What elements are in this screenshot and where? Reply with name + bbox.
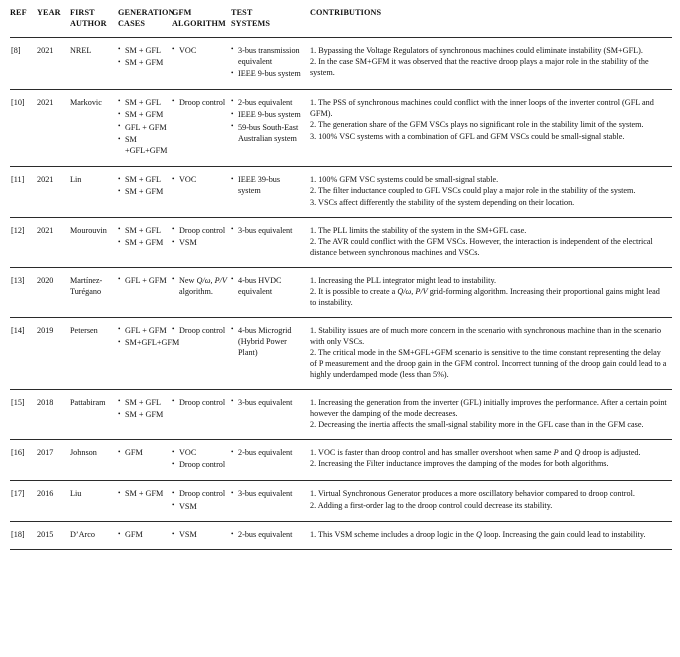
table-row [10, 317, 672, 389]
gfm-algorithm-list [172, 397, 227, 408]
generation-case-item: • SM + GFM [118, 237, 168, 248]
test-system-item: • IEEE 39-bus system [231, 174, 303, 196]
table-row [10, 267, 672, 317]
gfm-algorithm-item: • Droop control [172, 225, 227, 236]
cell-year: 2021 [37, 45, 54, 55]
generation-cases-list [118, 45, 168, 69]
cell-contributions [307, 267, 672, 317]
contribution-item: 1. VOC is faster than droop control and has smaller overshoot when same P and Q droop is adjusted. [310, 447, 641, 457]
generation-cases-list [118, 225, 168, 249]
cell-contributions [307, 166, 672, 217]
cell-gfm-algorithm [172, 37, 231, 89]
generation-case-item: • SM + GFL [118, 174, 168, 185]
cell-test-systems [231, 481, 307, 522]
header-first-author-line2: AUTHOR [70, 18, 107, 28]
test-system-item: • IEEE 9-bus system [231, 109, 303, 120]
cell-test-systems [231, 166, 307, 217]
gfm-algorithm-list [172, 447, 227, 471]
cell-ref: [14] [11, 325, 25, 335]
cell-year: 2021 [37, 97, 54, 107]
cell-test-systems [231, 522, 307, 550]
test-system-item: • 59-bus South-East Australian system [231, 122, 303, 144]
contributions-list [310, 225, 668, 259]
table-row [10, 89, 672, 166]
generation-cases-list [118, 488, 168, 499]
cell-generation-cases [118, 481, 172, 522]
header-generation-cases [118, 8, 175, 37]
test-systems-list [231, 397, 303, 408]
header-year: YEAR [37, 8, 61, 17]
test-system-item: • 3-bus transmission equivalent [231, 45, 303, 67]
test-systems-list [231, 225, 303, 236]
contribution-item: 1. 100% GFM VSC systems could be small-signal stable. [310, 174, 499, 184]
test-systems-list [231, 488, 303, 499]
header-first-author [70, 8, 118, 37]
cell-gfm-algorithm [172, 89, 231, 166]
contribution-item: 1. The PSS of synchronous machines could conflict with the inner loops of the inverter control (GFL and GFM). [310, 97, 654, 118]
gfm-algorithm-item: • New Q/ω, P/V algorithm. [172, 275, 227, 297]
cell-first-author: Liu [70, 489, 82, 498]
generation-cases-list [118, 447, 168, 458]
contribution-item: 2. Adding a first-order lag to the droop control could decrease its stability. [310, 500, 553, 510]
contribution-item: 2. The generation share of the GFM VSCs plays no significant role in the stability limit of the system. [310, 120, 644, 130]
header-first-author-line1: FIRST [70, 8, 95, 17]
cell-ref: [8] [11, 45, 21, 55]
contributions-list [310, 325, 668, 381]
cell-contributions [307, 37, 672, 89]
contribution-item: 1. Increasing the generation from the inverter (GFL) initially improves the performance. After a certain point however the damping of the mode decreases. [310, 397, 667, 418]
cell-contributions [307, 389, 672, 439]
contributions-list [310, 447, 668, 470]
cell-gfm-algorithm [172, 389, 231, 439]
generation-case-item: • GFM [118, 447, 168, 458]
cell-generation-cases [118, 217, 172, 267]
table-body [10, 37, 672, 549]
cell-first-author: Petersen [70, 325, 98, 335]
cell-first-author: Lin [70, 174, 82, 184]
cell-contributions [307, 522, 672, 550]
contribution-item: 1. Stability issues are of much more concern in the scenario with synchronous machine than in the scenario with only VSCs. [310, 325, 662, 346]
cell-test-systems [231, 439, 307, 480]
cell-test-systems [231, 267, 307, 317]
cell-generation-cases [118, 522, 172, 550]
cell-year: 2019 [37, 325, 54, 335]
cell-gfm-algorithm [172, 217, 231, 267]
cell-gfm-algorithm [172, 439, 231, 480]
contribution-item: 1. The PLL limits the stability of the system in the SM+GFL case. [310, 225, 527, 235]
header-contributions: CONTRIBUTIONS [310, 8, 382, 17]
gfm-algorithm-item: • Droop control [172, 397, 227, 408]
cell-generation-cases [118, 37, 172, 89]
table-bottom-rule [10, 549, 672, 550]
gfm-algorithm-list [172, 488, 227, 512]
cell-generation-cases [118, 166, 172, 217]
table-row [10, 522, 672, 550]
gfm-algorithm-list [172, 275, 227, 297]
generation-case-item: • GFL + GFM [118, 122, 168, 133]
cell-year: 2020 [37, 275, 54, 285]
table-row [10, 439, 672, 480]
test-system-item: • 2-bus equivalent [231, 529, 303, 540]
cell-contributions [307, 89, 672, 166]
cell-test-systems [231, 89, 307, 166]
cell-test-systems [231, 317, 307, 389]
cell-year: 2016 [37, 489, 54, 498]
test-system-item: • IEEE 9-bus system [231, 68, 303, 79]
test-systems-list [231, 447, 303, 458]
cell-test-systems [231, 217, 307, 267]
test-system-item: • 3-bus equivalent [231, 488, 303, 499]
cell-gfm-algorithm [172, 522, 231, 550]
generation-cases-list [118, 325, 180, 349]
header-generation-cases-line2: CASES [118, 18, 145, 28]
cell-ref: [12] [11, 225, 25, 235]
gfm-algorithm-list [172, 97, 227, 108]
gfm-algorithm-list [172, 225, 227, 249]
gfm-algorithm-list [172, 45, 227, 56]
gfm-algorithm-item: • VOC [172, 45, 227, 56]
generation-cases-list [118, 174, 168, 198]
cell-first-author: Mourouvin [70, 225, 107, 235]
cell-generation-cases [118, 389, 172, 439]
cell-first-author: Markovic [70, 97, 102, 107]
cell-ref: [13] [11, 275, 25, 285]
header-gfm-algorithm [172, 8, 231, 37]
gfm-algorithm-list [172, 529, 227, 540]
contribution-item: 1. Increasing the PLL integrator might lead to instability. [310, 275, 497, 285]
generation-cases-list [118, 97, 168, 157]
cell-year: 2021 [37, 174, 54, 184]
author-line2: Turégano [70, 286, 102, 296]
cell-ref: [17] [11, 489, 25, 498]
generation-case-item: • SM + GFM [118, 186, 168, 197]
header-ref: REF [10, 8, 27, 17]
cell-generation-cases [118, 267, 172, 317]
gfm-algorithm-item: • VSM [172, 501, 227, 512]
contribution-item: 1. Bypassing the Voltage Regulators of synchronous machines could eliminate instability (SM+GFL). [310, 45, 643, 55]
contribution-item: 3. VSCs affect differently the stability of the system depending on their location. [310, 197, 575, 207]
cell-ref: [11] [11, 174, 25, 184]
table-header [10, 8, 672, 37]
generation-case-item: • SM + GFL [118, 397, 168, 408]
generation-case-item: • SM +GFL+GFM [118, 134, 168, 156]
cell-first-author: D’Arco [70, 530, 96, 540]
generation-case-item: • GFL + GFM [118, 275, 168, 286]
header-gfm-algorithm-line1: GFM [172, 8, 192, 17]
contribution-item: 2. Decreasing the inertia affects the small-signal stability more in the GFL case than in the GFM case. [310, 420, 644, 430]
generation-cases-list [118, 397, 168, 421]
cell-contributions [307, 217, 672, 267]
test-systems-list [231, 97, 303, 144]
cell-ref: [16] [11, 447, 25, 457]
cell-year: 2015 [37, 530, 54, 540]
gfm-algorithm-item: • Droop control [172, 459, 227, 470]
test-systems-list [231, 529, 303, 540]
cell-generation-cases [118, 439, 172, 480]
cell-generation-cases [118, 317, 180, 389]
cell-gfm-algorithm [172, 481, 231, 522]
test-system-item: • 2-bus equivalent [231, 447, 303, 458]
contribution-item: 3. 100% VSC systems with a combination of GFL and GFM VSCs could be small-signal stable. [310, 131, 625, 141]
contributions-list [310, 488, 668, 511]
test-systems-list [231, 325, 303, 358]
generation-case-item: • SM + GFM [118, 57, 168, 68]
gfm-algorithm-item: • VOC [172, 174, 227, 185]
test-systems-list [231, 275, 303, 297]
table-row [10, 217, 672, 267]
generation-case-item: • SM+GFL+GFM [118, 337, 168, 348]
contributions-list [310, 97, 668, 142]
test-system-item: • 4-bus Microgrid (Hybrid Power Plant) [231, 325, 303, 358]
header-test-systems [231, 8, 307, 37]
test-system-item: • 3-bus equivalent [231, 225, 303, 236]
contributions-list [310, 529, 668, 540]
header-generation-cases-line1: GENERATION [118, 8, 175, 17]
cell-contributions [307, 317, 672, 389]
header-test-systems-line1: TEST [231, 8, 253, 17]
contribution-item: 2. The AVR could conflict with the GFM VSCs. However, the interaction is independent of the electrical distance between synchronous machines and VSCs. [310, 237, 653, 258]
header-test-systems-line2: SYSTEMS [231, 18, 271, 28]
contributions-list [310, 275, 668, 309]
cell-first-author [70, 267, 118, 317]
cell-year: 2018 [37, 397, 54, 407]
cell-generation-cases [118, 89, 172, 166]
cell-test-systems [231, 37, 307, 89]
test-system-item: • 2-bus equivalent [231, 97, 303, 108]
cell-year: 2017 [37, 447, 54, 457]
test-system-item: • 4-bus HVDC equivalent [231, 275, 303, 297]
survey-comparison-table [10, 8, 672, 550]
cell-first-author: NREL [70, 45, 92, 55]
gfm-algorithm-item: • Droop control [172, 97, 227, 108]
generation-case-item: • SM + GFL [118, 225, 168, 236]
contribution-item: 1. Virtual Synchronous Generator produces a more oscillatory behavior compared to droop control. [310, 489, 635, 498]
contribution-item: 2. The critical mode in the SM+GFL+GFM scenario is sensitive to the time constant representing the delay of P measurement and the droop gain in the GFM control. Incorrect tunning of the droop gain could lead to a highly underdamped mode (less than 5%). [310, 348, 667, 380]
cell-ref: [18] [11, 530, 25, 540]
generation-case-item: • SM + GFM [118, 488, 168, 499]
generation-case-item: • GFL + GFM [118, 325, 168, 336]
contributions-list [310, 174, 668, 208]
generation-case-item: • SM + GFL [118, 45, 168, 56]
generation-case-item: • SM + GFM [118, 409, 168, 420]
gfm-algorithm-item: • Droop control [172, 488, 227, 499]
author-line1: Martínez- [70, 275, 103, 285]
contributions-list [310, 45, 668, 79]
generation-cases-list [118, 529, 168, 540]
cell-first-author: Pattabiram [70, 397, 106, 407]
gfm-algorithm-item: • VSM [172, 237, 227, 248]
table-row [10, 166, 672, 217]
cell-contributions [307, 481, 672, 522]
test-systems-list [231, 45, 303, 80]
gfm-algorithm-item: • VSM [172, 529, 227, 540]
contribution-item: 2. Increasing the Filter inductance improves the damping of the modes for both algorithms. [310, 459, 609, 469]
contribution-item: 1. This VSM scheme includes a droop logic in the Q loop. Increasing the gain could lead to instability. [310, 530, 646, 540]
header-gfm-algorithm-line2: ALGORITHM [172, 18, 226, 28]
cell-year: 2021 [37, 225, 54, 235]
table-row [10, 37, 672, 89]
contribution-item: 2. The filter inductance coupled to GFL VSCs could play a major role in the stability of the system. [310, 186, 636, 196]
generation-case-item: • SM + GFL [118, 97, 168, 108]
gfm-algorithm-item: • Droop control [172, 325, 227, 336]
contributions-list [310, 397, 668, 431]
table-row [10, 389, 672, 439]
generation-case-item: • GFM [118, 529, 168, 540]
table-row [10, 481, 672, 522]
test-systems-list [231, 174, 303, 196]
gfm-algorithm-list [172, 174, 227, 185]
cell-gfm-algorithm [172, 267, 231, 317]
gfm-algorithm-list [172, 325, 227, 336]
cell-ref: [15] [11, 397, 25, 407]
cell-gfm-algorithm [172, 166, 231, 217]
header-row [10, 8, 672, 37]
generation-case-item: • SM + GFM [118, 109, 168, 120]
cell-first-author: Johnson [70, 447, 97, 457]
generation-cases-list [118, 275, 168, 286]
cell-test-systems [231, 389, 307, 439]
test-system-item: • 3-bus equivalent [231, 397, 303, 408]
cell-ref: [10] [11, 97, 25, 107]
cell-contributions [307, 439, 672, 480]
contribution-item: 2. It is possible to create a Q/ω, P/V grid-forming algorithm. Increasing their proportional gains might lead to instability. [310, 287, 660, 308]
gfm-algorithm-item: • VOC [172, 447, 227, 458]
contribution-item: 2. In the case SM+GFM it was observed that the reactive droop plays a major role in the stability of the system. [310, 57, 649, 78]
cell-gfm-algorithm [172, 317, 231, 389]
